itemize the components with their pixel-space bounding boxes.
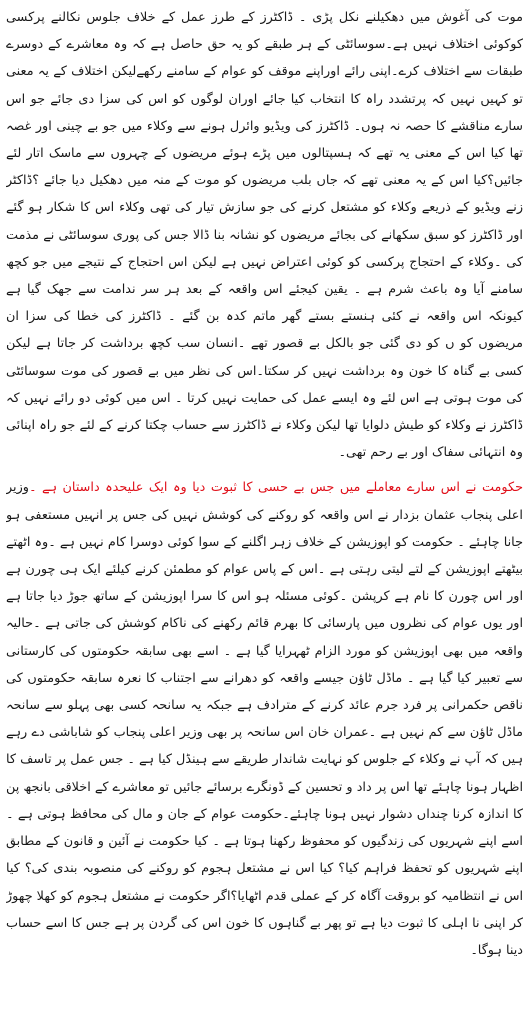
article-paragraph-1: موت کی آغوش میں دھکیلنے نکل پڑی ۔ ڈاکٹرز کے طرز عمل کے خلاف جلوس نکالنے پرکسی کوکوئی اختلاف نہیں ہے۔سوسائٹی کے ہر طبقے کو یہ حق حاصل ہے کہ وہ معاشرے کے دوسرے طبقات سے اختلاف کرے۔اپنی رائے اوراپنے موقف کو عوام کے سامنے رکھےلیکن اختلاف کے یہ معنی تو کہیں نہیں کہ پرتشدد راہ کا انتخاب کیا جائے اوران لوگوں کو اس کی سزا دی جائے جو اس سارے مناقشے کا حصہ نہ ہوں۔ ڈاکٹرز کی ویڈیو وائرل ہونے سے وکلاء میں جو بے چینی اور غصہ تھا کیا اس کے معنی یہ تھے کہ ہسپتالوں میں پڑے ہوئے مریضوں کے چہروں سے ماسک اتار لئے جائیں؟کیا اس کے یہ معنی تھے کہ جاں بلب مریضوں کو موت کے منہ میں دھکیل دیا جائے ؟ڈاکٹر زنے ویڈیو کے ذریعے وکلاء کو مشتعل کرنے کی جو سازش تیار کی تھی وکلاء اس کا شکار ہو گئے اور ڈاکٹرز کو سبق سکھانے کی بجائے مریضوں کو نشانہ بنا ڈالا جس کی پوری سوسائٹی نے مذمت کی ۔وکلاء کے احتجاج پرکسی کو کوئی اعتراض نہیں ہے لیکن اس احتجاج کے نتیجے میں جو کچھ سامنے آیا وہ باعث شرم ہے ۔ یقین کیجئے اس واقعہ کے بعد ہر سر ندامت سے جھک گیا ہے کیونکہ اس واقعہ نے کئی ہنستے بستے گھر ماتم کدہ بن گئے ۔ ڈاکٹرز کی خطا کی سزا ان مریضوں کو ں کو دی گئی جو بالکل بے قصور تھے ۔انسان سب کچھ برداشت کر جاتا ہے لیکن کسی بے گناہ کا خون وہ برداشت نہیں کر سکتا۔اس کی نظر میں بے قصور کی موت سوسائٹی کی موت ہوتی ہے اس لئے وہ ایسے عمل کی حمایت نہیں کرتا ۔ اس میں کوئی دو رائے نہیں کہ ڈاکٹرز نے وکلاء کو طیش دلوایا تھا لیکن وکلاء نے ڈاکٹرز سے حساب چکتا کرنے کے لئے جو راہ اپنائی وہ انتہائی سفاک اور بے رحم تھی۔ [6, 10, 523, 461]
article-page [6, 4, 523, 1008]
urdu-article-column [6, 4, 523, 964]
article-paragraph-2 [6, 474, 523, 964]
paragraph-2-body: وزیر اعلی پنجاب عثمان بزدار نے اس واقعہ کو روکنے کی کوشش نہیں کی جس پر انہیں مستعفی ہو جانا چاہئے ۔ حکومت کو اپوزیشن کے خلاف زہر اگلنے کے سوا کوئی دوسرا کام نہیں ہے ۔وہ اٹھتے بیٹھتے اپوزیشن کے لتے لیتی رہتی ہے ۔اس کے پاس عوام کو مطمئن کرنے کیلئے ایک ہی چورن ہے اور اس چورن کا نام ہے کرپشن ۔کوئی مسئلہ ہو اس کا سرا اپوزیشن کے ساتھ جوڑ دیا جاتا ہے اور یوں عوام کی نظروں میں پارسائی کا بھرم قائم رکھنے کی ناکام کوشش کی جاتی ہے ۔حالیہ واقعہ میں بھی اپوزیشن کو مورد الزام ٹھہرایا گیا ہے ۔ اسے بھی سابقہ حکومتوں کی کارستانی سے تعبیر کیا گیا ہے ۔ ماڈل ٹاؤن جیسے واقعہ کو دھرانے سے اجتناب کا نعرہ سابقہ حکومتوں کی ناقص حکمرانی پر فرد جرم عائد کرنے کے مترادف ہے جبکہ یہ سانحہ کسی بھی پہلو سے سانحہ ماڈل ٹاؤن سے کم نہیں ہے ۔عمران خان اس سانحہ پر بھی وزیر اعلی پنجاب کو شاباشی دے رہے ہیں کہ آپ نے وکلاء کے جلوس کو نہایت شاندار طریقے سے ہینڈل کیا ہے ۔ جس عمل پر تاسف کا اظہار ہونا چاہئے تھا اس پر داد و تحسین کے ڈونگرے برسائے جائیں تو معاشرے کے اخلاقی بانجھ پن کا اندازہ کرنا چنداں دشوار نہیں ہونا چاہئے۔حکومت عوام کے جان و مال کی محافظ ہوتی ہے ۔اسے اپنے شہریوں کی زندگیوں کو محفوظ رکھنا ہوتا ہے ۔ کیا حکومت نے آئین و قانون کے مطابق اپنے شہریوں کو تحفظ فراہم کیا؟ کیا اس نے مشتعل ہجوم کو روکنے کی منصوبہ بندی کی؟ کیا اس نے انتظامیہ کو بروقت آگاہ کر کے عملی قدم اٹھایا؟اگر حکومت نے مشتعل ہجوم کو کھلا چھوڑ کر اپنی نا اہلی کا ثبوت دیا ہے تو پھر بے گناہوں کا خون اس کی گردن پر ہے جس کا اسے حساب دینا ہوگا۔ [6, 480, 523, 958]
highlighted-sentence: حکومت نے اس سارے معاملے میں جس بے حسی کا ثبوت دیا وہ ایک علیحدہ داستان ہے ۔ [28, 480, 523, 496]
